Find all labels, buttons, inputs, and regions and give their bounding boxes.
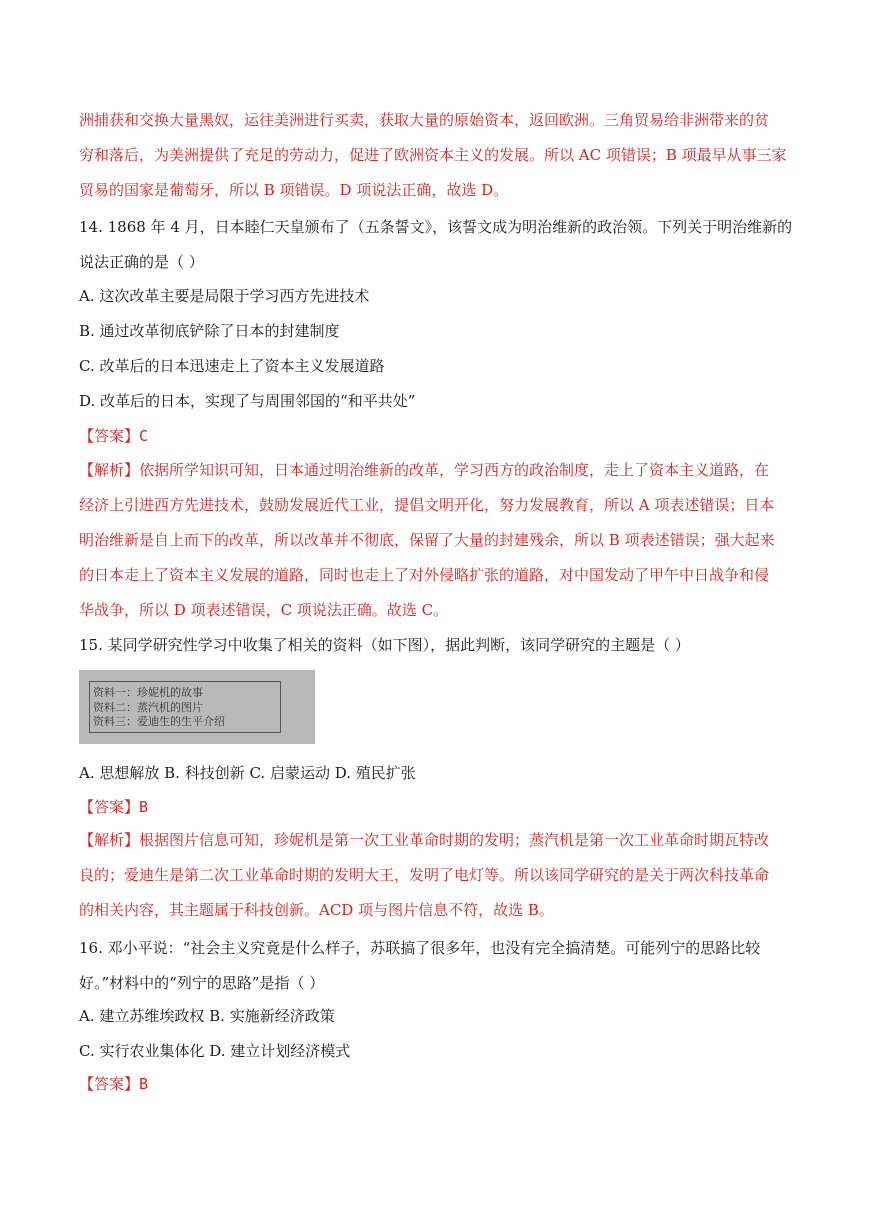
stem-line: 14. 1868 年 4 月，日本睦仁天皇颁布了（五条誓文》，该誓文成为明治维新的政治领。下列关于明治维新的 [79, 218, 793, 236]
q15-answer [79, 797, 148, 817]
analysis-line: 穷和落后，为美洲提供了充足的劳动力，促进了欧洲资本主义的发展。所以 AC 项错误；B 项最早从事三家 [79, 146, 787, 164]
analysis-line: 明治维新是自上而下的改革，所以改革并不彻底，保留了大量的封建残余，所以 B 项表述错误；强大起来 [79, 531, 775, 549]
q15-options: A. 思想解放 B. 科技创新 C. 启蒙运动 D. 殖民扩张 [79, 764, 416, 782]
materials-image [79, 670, 315, 744]
question-15-stem: 15. 某同学研究性学习中收集了相关的资料（如下图），据此判断，该同学研究的主题是（ ） [79, 636, 690, 654]
q16-options-row-2: C. 实行农业集体化 D. 建立计划经济模式 [79, 1042, 351, 1060]
answer-tag: 【答案】 [79, 427, 140, 445]
analysis-line: 华战争，所以 D 项表述错误，C 项说法正确。故选 C。 [79, 601, 449, 619]
analysis-line: 【解析】根据图片信息可知，珍妮机是第一次工业革命时期的发明；蒸汽机是第一次工业革命时期瓦特改 [79, 831, 770, 849]
q14-option-b: B. 通过改革彻底铲除了日本的封建制度 [79, 322, 340, 340]
analysis-line: 贸易的国家是葡萄牙，所以 B 项错误。D 项说法正确，故选 D。 [79, 181, 509, 199]
answer-value: C [139, 427, 149, 445]
material-item: 资料一：珍妮机的故事 [93, 686, 203, 699]
question-14-stem [79, 210, 794, 280]
stem-line: 好。”材料中的“列宁的思路”是指（ ） [79, 974, 325, 992]
q14-option-d: D. 改革后的日本，实现了与周围邻国的“和平共处” [79, 392, 416, 410]
material-item: 资料三：爱迪生的生平介绍 [93, 715, 225, 728]
q14-option-c: C. 改革后的日本迅速走上了资本主义发展道路 [79, 357, 385, 375]
previous-analysis [79, 103, 794, 208]
analysis-line: 的相关内容，其主题属于科技创新。ACD 项与图片信息不符，故选 B。 [79, 901, 554, 919]
analysis-line: 洲捕获和交换大量黑奴，运往美洲进行买卖，获取大量的原始资本，返回欧洲。三角贸易给非洲带来的贫 [79, 111, 770, 129]
q14-answer [79, 426, 148, 446]
answer-tag: 【答案】 [79, 798, 140, 816]
q15-analysis [79, 823, 794, 928]
q16-options-row-1: A. 建立苏维埃政权 B. 实施新经济政策 [79, 1007, 335, 1025]
stem-line: 说法正确的是（ ） [79, 253, 204, 271]
material-item: 资料二：蒸汽机的图片 [93, 701, 203, 714]
analysis-line: 【解析】依据所学知识可知，日本通过明治维新的改革，学习西方的政治制度，走上了资本主义道路，在 [79, 461, 770, 479]
q14-option-a: A. 这次改革主要是局限于学习西方先进技术 [79, 287, 370, 305]
answer-value: B [139, 1075, 149, 1093]
q16-answer [79, 1074, 148, 1094]
stem-line: 16. 邓小平说：“社会主义究竟是什么样子，苏联搞了很多年，也没有完全搞清楚。可能列宁的思路比较 [79, 939, 761, 957]
analysis-line: 经济上引进西方先进技术，鼓励发展近代工业，提倡文明开化，努力发展教育，所以 A 项表述错误；日本 [79, 496, 775, 514]
answer-tag: 【答案】 [79, 1075, 140, 1093]
q14-analysis [79, 453, 794, 628]
question-16-stem [79, 931, 794, 1001]
analysis-line: 良的；爱迪生是第二次工业革命时期的发明大王，发明了电灯等。所以该同学研究的是关于两次科技革命 [79, 866, 770, 884]
analysis-line: 的日本走上了资本主义发展的道路，同时也走上了对外侵略扩张的道路，对中国发动了甲午中日战争和侵 [79, 566, 770, 584]
answer-value: B [139, 798, 149, 816]
